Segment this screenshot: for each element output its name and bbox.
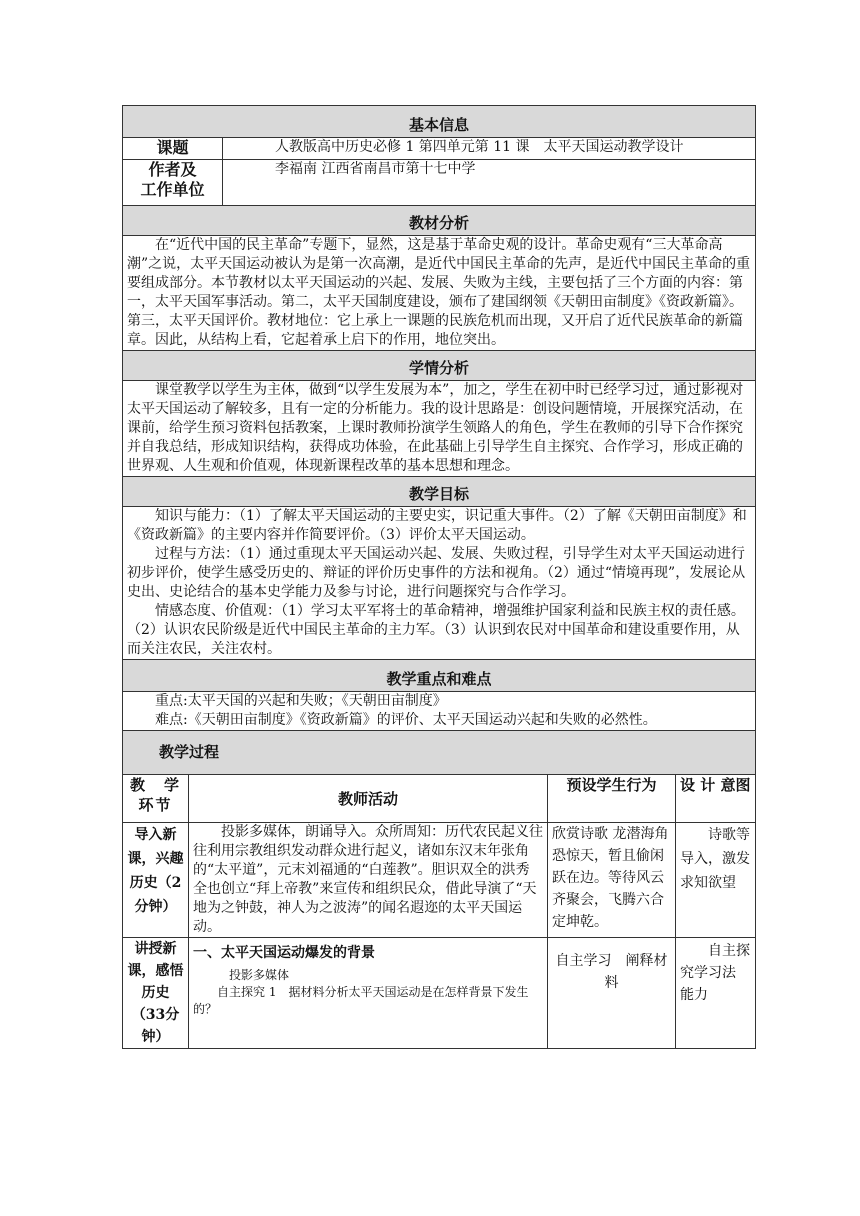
keypoints-row [123, 692, 756, 731]
keypoints-focus: 重点:太平天国的兴起和失败；《天朝田亩制度》 [155, 693, 447, 709]
student-lecture: 自主学习 阐释材料 [548, 938, 676, 1049]
goals-heading: 教学目标 [123, 477, 756, 507]
keypoints-header-row [123, 660, 756, 692]
teacher-lecture-line-1: 投影多媒体 [229, 968, 290, 982]
goals-process: 过程与方法：（1）通过重现太平天国运动兴起、发展、失败过程，引导学生对太平天国运动进行初步评价，使学生感受历史的、辩证的评价历史事件的方法和视角。（2）通过“情境再现”，发展论从史出、史论结合的基本史学能力及参与讨论，进行问题探究与合作学习。 [127, 546, 746, 600]
students-text: 课堂教学以学生为主体，做到“以学生发展为本”，加之，学生在初中时已经学习过，通过影视对太平天国运动了解较多，且有一定的分析能力。我的设计思路是：创设问题情境，开展探究活动，在课前，给学生预习资料包括教案，上课时教师扮演学生领路人的角色，学生在教师的引导下合作探究并自我总结，形成知识结构，获得成功体验，在此基础上引导学生自主探究、合作学习，形成正确的世界观、人生观和价值观，体现新课程改革的基本思想和理念。 [127, 382, 744, 474]
stage-lecture: 讲授新课，感悟历史（33分钟） [123, 938, 189, 1049]
lesson-plan-document [122, 105, 755, 1049]
lesson-plan-table [122, 105, 756, 731]
topic-row [123, 138, 756, 160]
teacher-intro: 投影多媒体，朗诵导入。众所周知：历代农民起义往往利用宗教组织发动群众进行起义，诸如东汉末年张角的“太平道”，元末刘福通的“白莲教”。胆识双全的洪秀全也创立“拜上帝教”来宣传和组织民众，借此导演了“天地为之钟鼓，神人为之波涛”的闻名遐迩的太平天国运动。 [193, 824, 543, 935]
keypoints-heading: 教学重点和难点 [123, 660, 756, 692]
author-label-line-1: 作者及 [148, 160, 197, 179]
col-stage-header: 教 学环节 [123, 775, 189, 823]
students-header-row [123, 351, 756, 381]
author-label [123, 160, 223, 206]
col-purpose-header: 设 计 意图 [676, 775, 756, 823]
topic-value: 人教版高中历史必修 1 第四单元第 11 课 太平天国运动教学设计 [223, 138, 756, 160]
goals-knowledge: 知识与能力：（1）了解太平天国运动的主要史实，识记重大事件。（2）了解《天朝田亩制度》和《资政新篇》的主要内容并作简要评价。（3）评价太平天国运动。 [127, 508, 747, 543]
author-label-line-2: 工作单位 [140, 180, 205, 199]
goals-header-row [123, 477, 756, 507]
teacher-lecture-line-2: 自主探究 1 据材料分析太平天国运动是在怎样背景下发生的？ [193, 985, 529, 1016]
goals-row [123, 507, 756, 660]
col-student-header: 预设学生行为 [548, 775, 676, 823]
author-value: 李福南 江西省南昌市第十七中学 [223, 160, 756, 206]
goals-values: 情感态度、价值观：（1）学习太平军将士的革命精神，增强维护国家利益和民族主权的责任感。（2）认识农民阶级是近代中国民主革命的主力军。（3）认识到农民对中国革命和建设重要作用，从而关注农民，关注农村。 [127, 603, 745, 657]
students-heading: 学情分析 [123, 351, 756, 381]
basic-info-header-row [123, 106, 756, 138]
topic-label: 课题 [123, 138, 223, 160]
process-header-row [123, 731, 756, 775]
stage-intro: 导入新课，兴趣历史（2分钟） [123, 823, 189, 938]
purpose-intro: 诗歌等导入，激发求知欲望 [676, 823, 756, 938]
material-row [123, 236, 756, 351]
process-column-headers [123, 775, 756, 823]
purpose-lecture: 自主探究学习法 能力 [676, 938, 756, 1049]
process-row-intro [123, 823, 756, 938]
material-header-row [123, 206, 756, 236]
basic-info-heading: 基本信息 [123, 106, 756, 138]
students-row [123, 381, 756, 477]
process-table [122, 730, 756, 1049]
student-intro: 欣赏诗歌 龙潜海角恐惊天，暂且偷闲跃在边。等待风云齐聚会，飞腾六合定坤乾。 [548, 823, 676, 938]
teacher-lecture-title: 一、太平天国运动爆发的背景 [193, 945, 375, 961]
material-heading: 教材分析 [123, 206, 756, 236]
keypoints-difficulty: 难点:《天朝田亩制度》《资政新篇》的评价、太平天国运动兴起和失败的必然性。 [155, 712, 657, 728]
author-row [123, 160, 756, 206]
process-row-lecture [123, 938, 756, 1049]
process-heading: 教学过程 [123, 731, 756, 775]
col-teacher-header: 教师活动 [189, 775, 548, 823]
material-text: 在“近代中国的民主革命”专题下，显然，这是基于革命史观的设计。革命史观有“三大革命高潮”之说，太平天国运动被认为是第一次高潮，是近代中国民主革命的先声，是近代中国民主革命的重要组成部分。本节教材以太平天国运动的兴起、发展、失败为主线，主要包括了三个方面的内容：第一，太平天国军事活动。第二，太平天国制度建设，颁布了建国纲领《天朝田亩制度》《资政新篇》。第三，太平天国评价。教材地位：它上承上一课题的民族危机而出现，又开启了近代民族革命的新篇章。因此，从结构上看，它起着承上启下的作用，地位突出。 [127, 237, 751, 348]
